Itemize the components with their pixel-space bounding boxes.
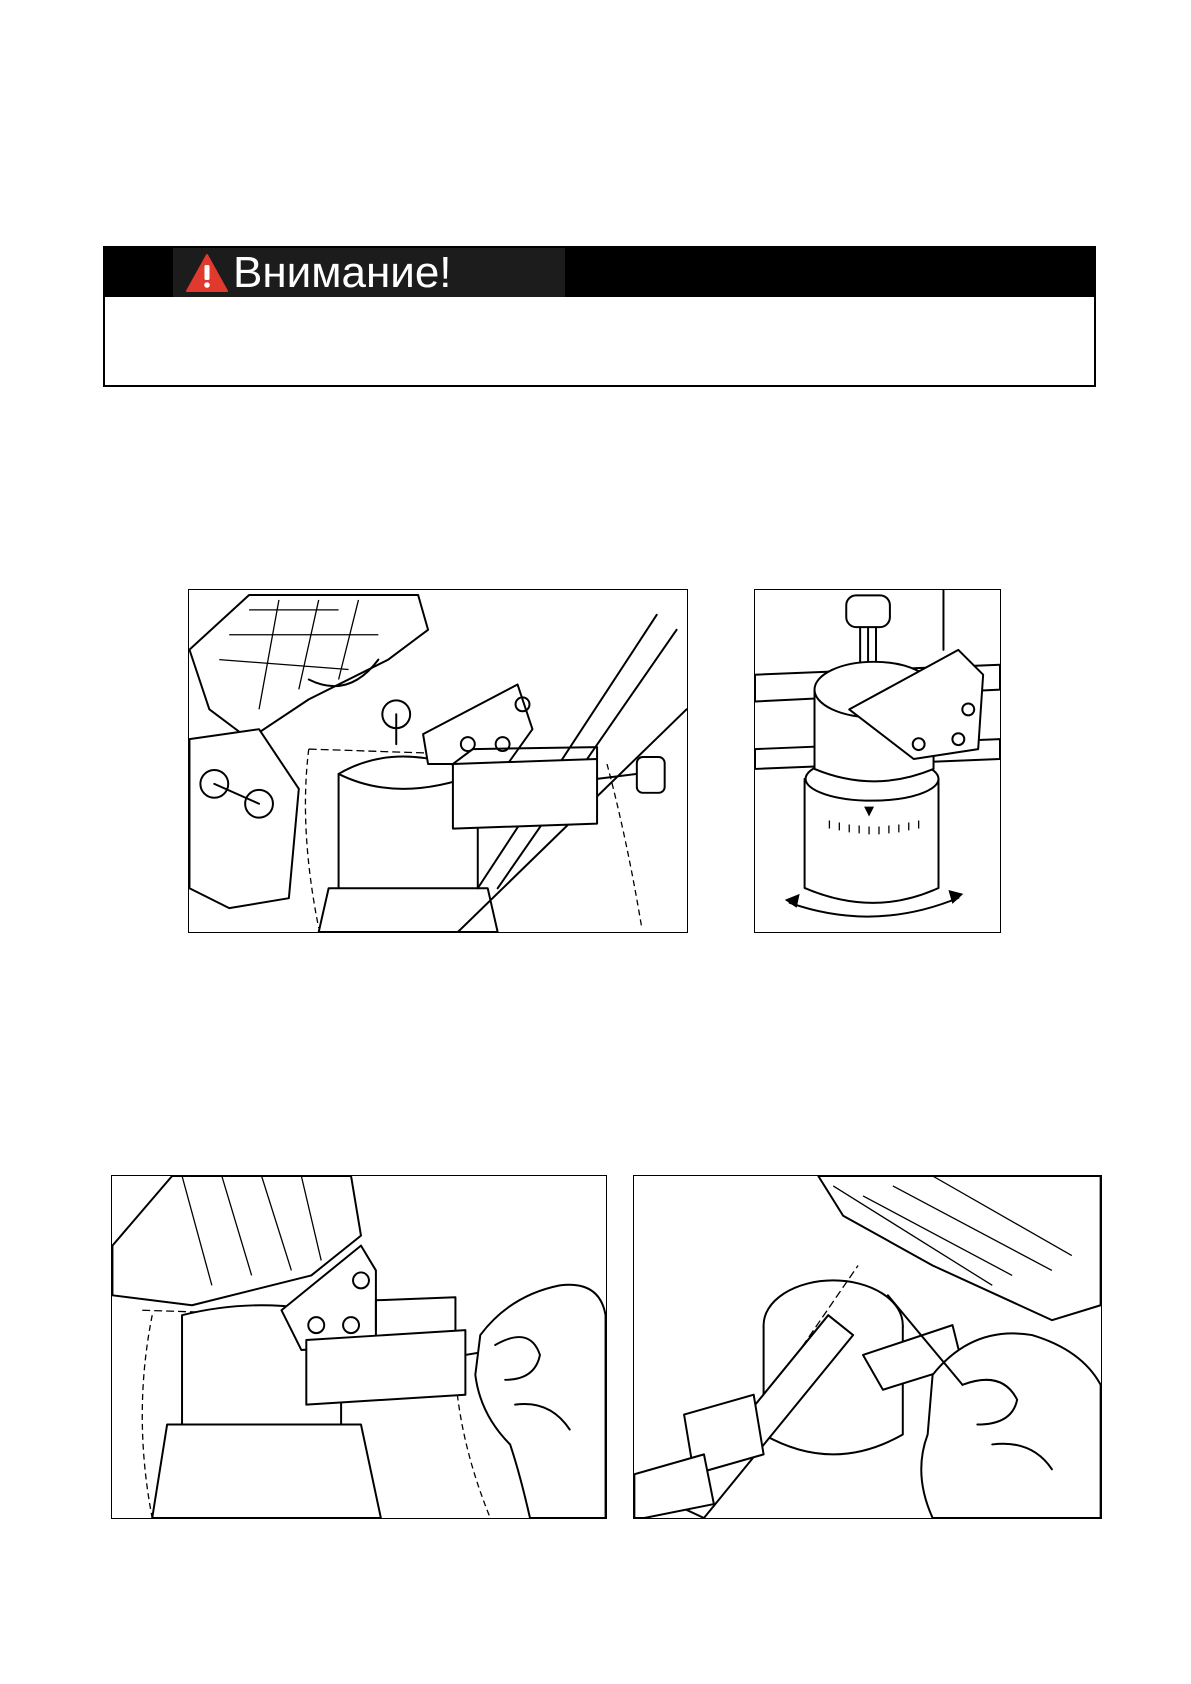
illustration-tighten-knob (111, 1175, 607, 1519)
illustration-angle-scale (754, 589, 1001, 933)
illustration-chain-vise (188, 589, 688, 933)
warning-triangle-icon (185, 253, 229, 293)
warning-tab (173, 248, 565, 297)
warning-box (103, 246, 1096, 387)
warning-header-bar (105, 248, 1094, 297)
illustration-adjust-stop (633, 1175, 1102, 1519)
warning-title: Внимание! (233, 248, 452, 297)
